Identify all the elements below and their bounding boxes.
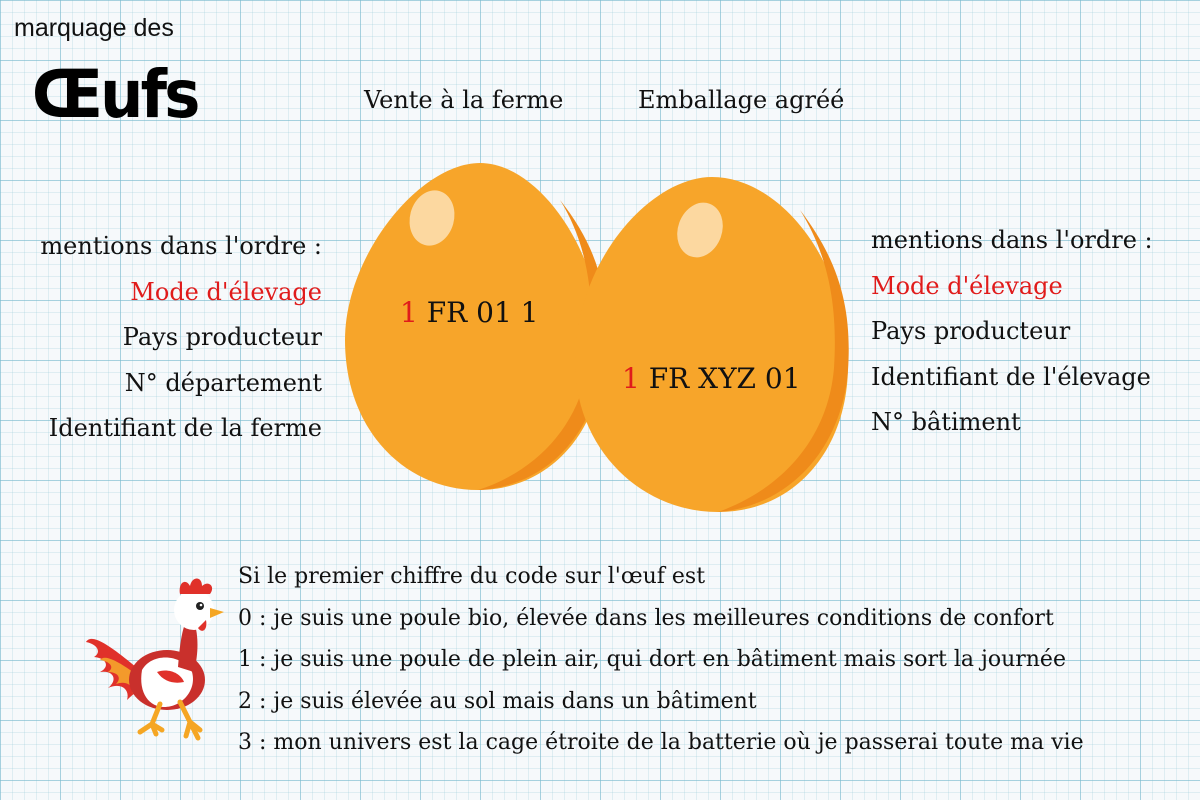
heading-farm-sale: Vente à la ferme bbox=[364, 86, 564, 114]
list-item-building: N° bâtiment bbox=[871, 408, 1021, 436]
rooster-icon bbox=[82, 572, 232, 747]
list-intro: mentions dans l'ordre : bbox=[40, 232, 322, 260]
list-item-mode: Mode d'élevage bbox=[130, 277, 322, 306]
heading-approved-packaging: Emballage agréé bbox=[638, 86, 845, 114]
left-mentions-list bbox=[40, 224, 322, 452]
egg-code-rest: FR 01 1 bbox=[417, 296, 539, 329]
list-item-mode: Mode d'élevage bbox=[871, 271, 1063, 300]
egg-code-digit: 1 bbox=[400, 296, 418, 329]
egg-code-digit: 1 bbox=[622, 362, 640, 395]
page-title: Œufs bbox=[32, 56, 198, 133]
list-intro: mentions dans l'ordre : bbox=[871, 226, 1153, 254]
egg-icon bbox=[575, 177, 849, 512]
list-item-breeding-id: Identifiant de l'élevage bbox=[871, 362, 1151, 391]
list-item-country: Pays producteur bbox=[122, 323, 322, 351]
right-mentions-list bbox=[871, 218, 1153, 446]
explanation-line-3: 3 : mon univers est la cage étroite de la batterie où je passerai toute ma vie bbox=[238, 730, 1084, 755]
explanation-line-2: 2 : je suis élevée au sol mais dans un bâtiment bbox=[238, 688, 757, 714]
egg-code-packaging bbox=[622, 362, 801, 395]
egg-code-rest: FR XYZ 01 bbox=[639, 362, 801, 395]
explanation-block bbox=[238, 556, 1084, 764]
subtitle: marquage des bbox=[14, 14, 174, 42]
explanation-line-0: 0 : je suis une poule bio, élevée dans les meilleures conditions de confort bbox=[238, 605, 1054, 631]
list-item-department: N° département bbox=[124, 368, 322, 397]
explanation-intro: Si le premier chiffre du code sur l'œuf est bbox=[238, 564, 706, 589]
list-item-country: Pays producteur bbox=[871, 317, 1071, 345]
list-item-farm-id: Identifiant de la ferme bbox=[48, 414, 322, 442]
egg-code-farm bbox=[400, 296, 538, 329]
explanation-line-1: 1 : je suis une poule de plein air, qui dort en bâtiment mais sort la journée bbox=[238, 647, 1066, 672]
